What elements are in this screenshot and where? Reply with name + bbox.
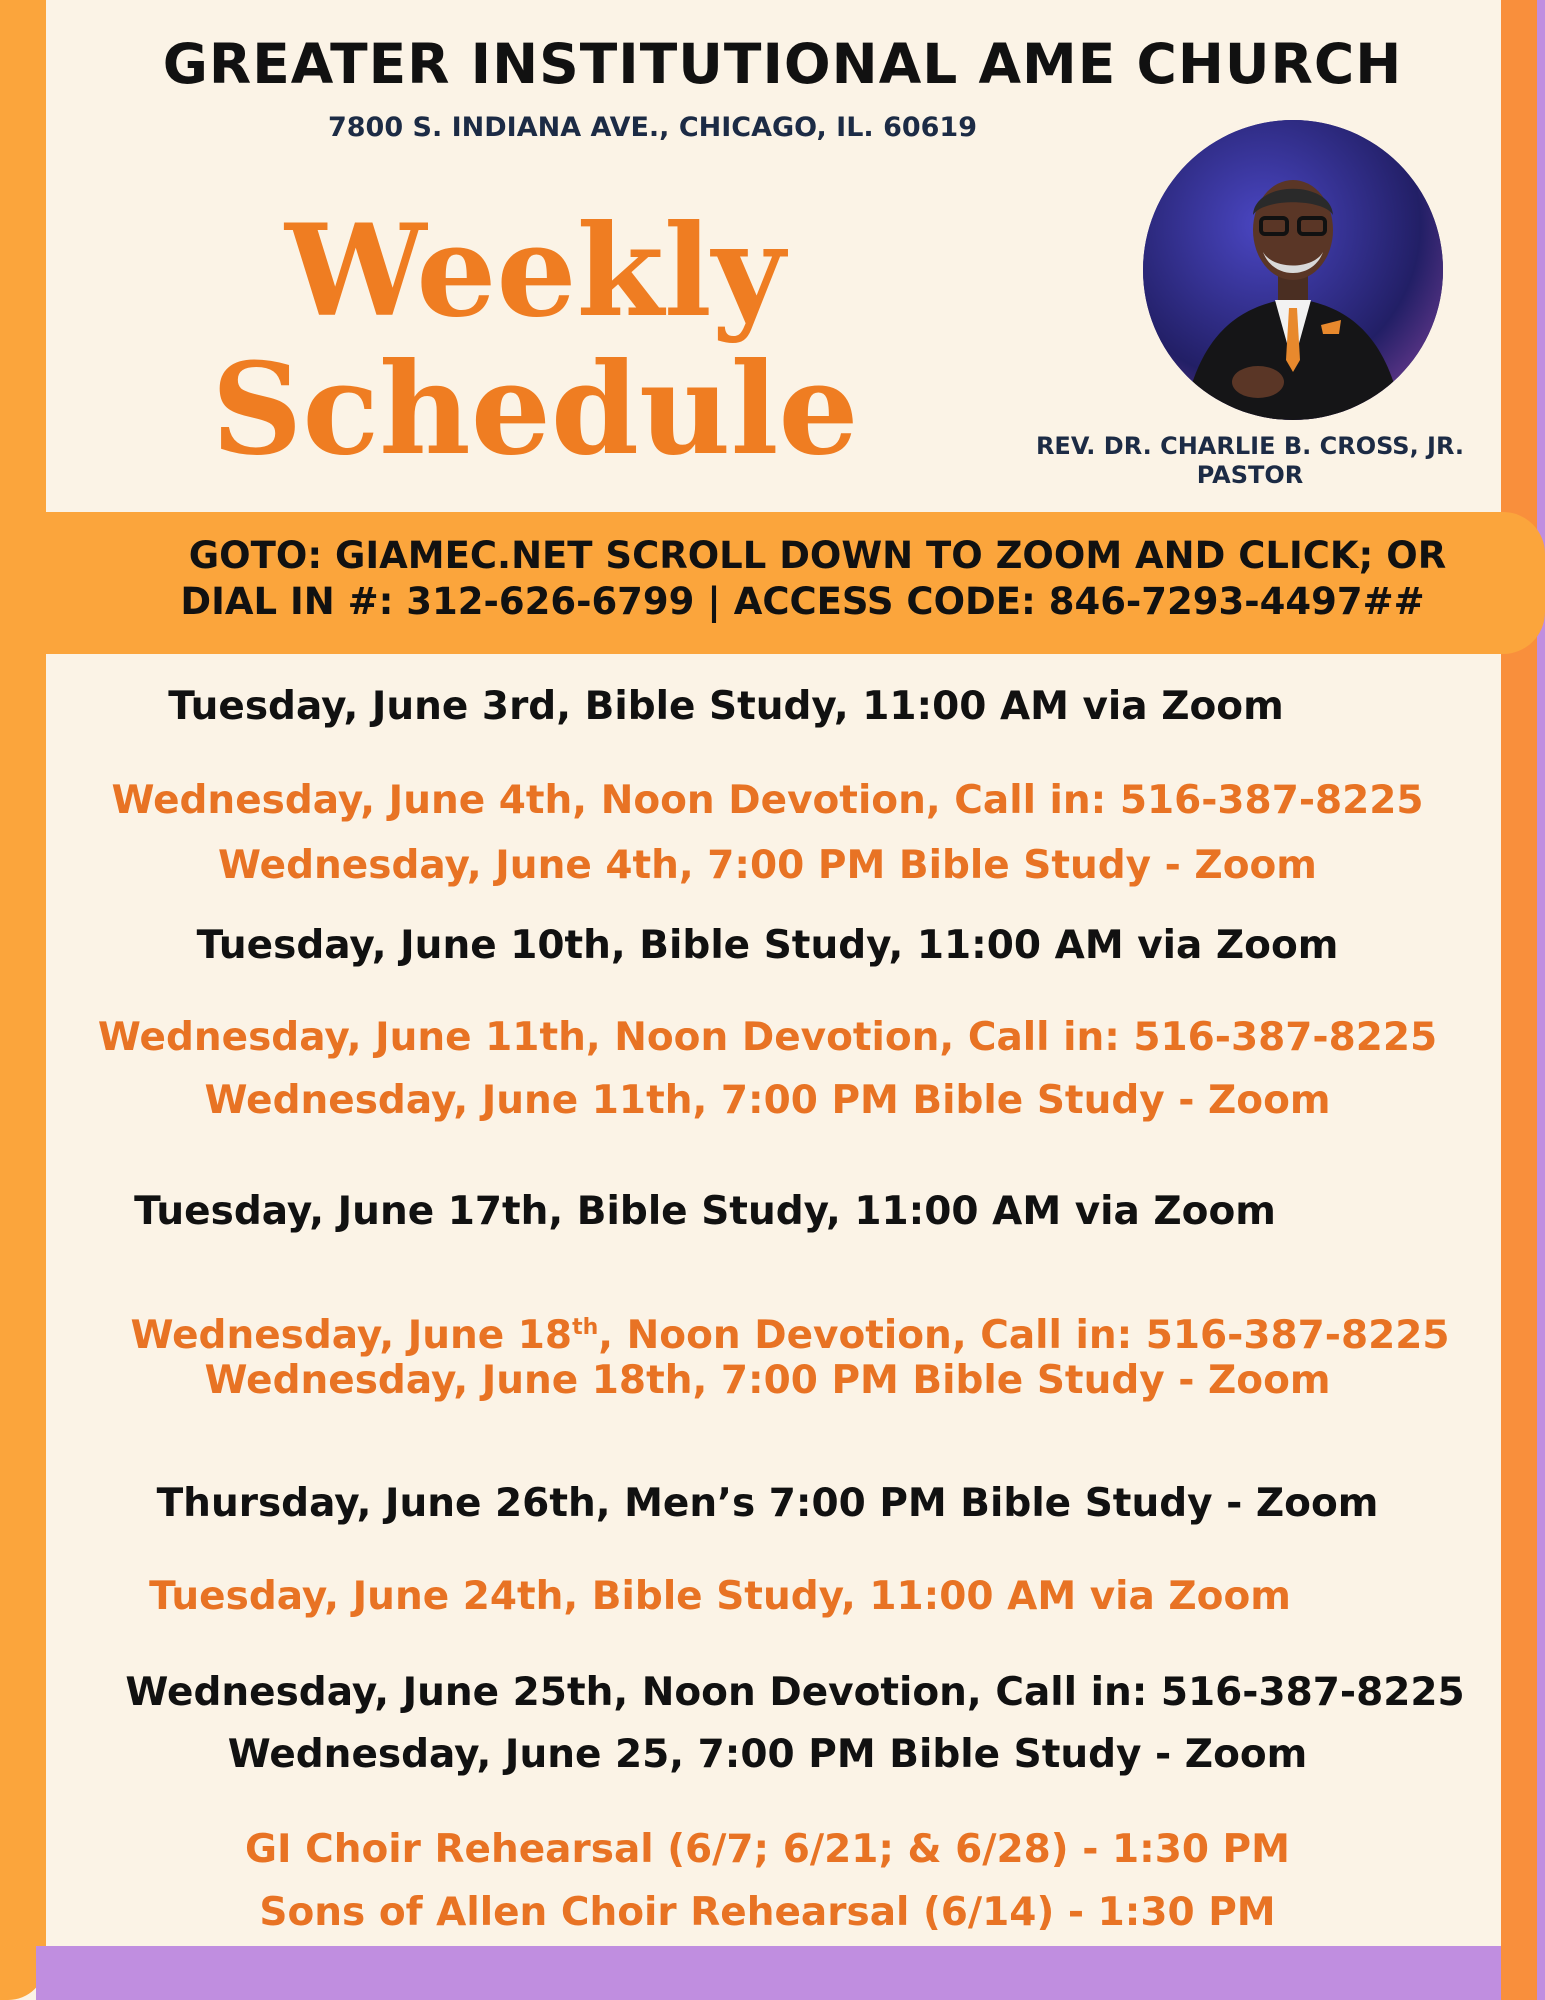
left-decorative-bar [0,0,46,2000]
pastor-role: PASTOR [1196,461,1304,489]
pastor-name: REV. DR. CHARLIE B. CROSS, JR. [1035,432,1465,460]
schedule-item: Tuesday, June 24th, Bible Study, 11:00 AM via Zoom [149,1574,1291,1619]
title-weekly: Weekly [285,197,785,345]
schedule-item: Sons of Allen Choir Rehearsal (6/14) - 1:30 PM [259,1890,1276,1935]
schedule-item: Wednesday, June 4th, 7:00 PM Bible Study - Zoom [218,843,1317,888]
dial-in-info: DIAL IN #: 312-626-6799 | ACCESS CODE: 846-7293-4497## [180,580,1425,623]
schedule-item: Tuesday, June 3rd, Bible Study, 11:00 AM via Zoom [168,684,1284,729]
schedule-item: GI Choir Rehearsal (6/7; 6/21; & 6/28) - 1:30 PM [245,1827,1290,1872]
right-edge-stripe [1537,0,1545,2000]
schedule-item-part: , Noon Devotion, Call in: 516-387-8225 [598,1313,1450,1358]
church-name: GREATER INSTITUTIONAL AME CHURCH [162,32,1403,96]
pastor-caption [950,432,1545,490]
schedule-item: Tuesday, June 10th, Bible Study, 11:00 AM via Zoom [196,923,1339,968]
church-address: 7800 S. INDIANA AVE., CHICAGO, IL. 60619 [327,112,978,143]
schedule-item: Wednesday, June 25, 7:00 PM Bible Study - Zoom [227,1732,1308,1777]
schedule-item: Wednesday, June 4th, Noon Devotion, Call in: 516-387-8225 [111,778,1424,823]
schedule-item [60,1303,1520,1361]
bottom-decorative-bar [36,1946,1501,2000]
schedule-item: Tuesday, June 17th, Bible Study, 11:00 AM via Zoom [134,1189,1276,1234]
schedule-item: Wednesday, June 11th, 7:00 PM Bible Study - Zoom [204,1078,1331,1123]
schedule-item: Wednesday, June 11th, Noon Devotion, Call in: 516-387-8225 [97,1015,1438,1060]
pastor-portrait-illustration [1143,120,1443,420]
zoom-instructions: GOTO: GIAMEC.NET SCROLL DOWN TO ZOOM AND CLICK; OR [188,534,1447,577]
title-schedule: Schedule [211,335,859,483]
schedule-item: Thursday, June 26th, Men’s 7:00 PM Bible Study - Zoom [156,1481,1379,1526]
ordinal-suffix: th [572,1315,599,1340]
schedule-item: Wednesday, June 18th, 7:00 PM Bible Study - Zoom [204,1358,1331,1403]
schedule-item: Wednesday, June 25th, Noon Devotion, Call in: 516-387-8225 [125,1670,1465,1715]
schedule-item-part: Wednesday, June 18 [130,1313,573,1358]
pastor-photo [1143,120,1443,420]
